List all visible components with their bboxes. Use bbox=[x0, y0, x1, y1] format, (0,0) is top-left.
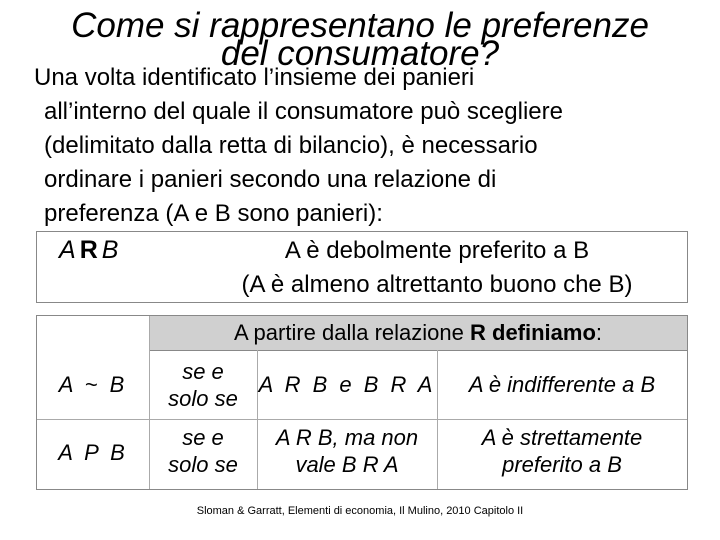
weak-preference-box bbox=[36, 231, 688, 303]
source-citation: Sloman & Garratt, Elementi di economia, Il Mulino, 2010 Capitolo II bbox=[196, 505, 524, 517]
row1-cond-1: se e bbox=[182, 359, 224, 384]
row1-symbol: A ~ B bbox=[58, 372, 128, 397]
intro-line-3: (delimitato dalla retta di bilancio), è necessario bbox=[44, 132, 538, 159]
title-line-1: Come si rappresentano le preferenze bbox=[71, 6, 649, 45]
row2-cond-1: se e bbox=[182, 425, 224, 450]
symbol-a: A bbox=[59, 236, 80, 264]
row1-meaning: A è indifferente a B bbox=[468, 372, 656, 397]
weak-preference-definition: A è debolmente preferito a B bbox=[284, 237, 590, 264]
symbol-b: B bbox=[101, 236, 123, 264]
intro-line-2: all’interno del quale il consumatore può scegliere bbox=[44, 98, 563, 125]
row1-cond-2: solo se bbox=[168, 386, 238, 411]
intro-line-1: Una volta identificato l’insieme dei panieri bbox=[34, 64, 475, 91]
row2-relation-1: A R B, ma non bbox=[275, 425, 419, 450]
definitions-table bbox=[36, 315, 688, 490]
header-r: R bbox=[470, 320, 486, 345]
header-bold: definiamo bbox=[485, 320, 596, 345]
row2-symbol: A P B bbox=[58, 440, 128, 465]
row2-cond-2: solo se bbox=[168, 452, 238, 477]
row2-relation-2: vale B R A bbox=[295, 452, 399, 477]
row2-meaning-2: preferito a B bbox=[502, 452, 622, 477]
row2-meaning-1: A è strettamente bbox=[481, 425, 643, 450]
weak-preference-symbol bbox=[59, 236, 122, 265]
weak-preference-explanation: (A è almeno altrettanto buono che B) bbox=[241, 271, 633, 298]
row1-relation: A R B e B R A bbox=[258, 372, 436, 397]
title-line-2: del consumatore? bbox=[220, 34, 500, 73]
row-divider bbox=[37, 419, 687, 420]
symbol-r: R bbox=[79, 236, 102, 264]
intro-line-4: ordinare i panieri secondo una relazione di bbox=[44, 166, 497, 193]
header-post: : bbox=[595, 320, 603, 345]
intro-line-5: preferenza (A e B sono panieri): bbox=[44, 200, 383, 227]
table-header bbox=[149, 316, 687, 351]
header-pre: A partire dalla relazione bbox=[233, 320, 470, 345]
intro-text bbox=[34, 61, 704, 231]
